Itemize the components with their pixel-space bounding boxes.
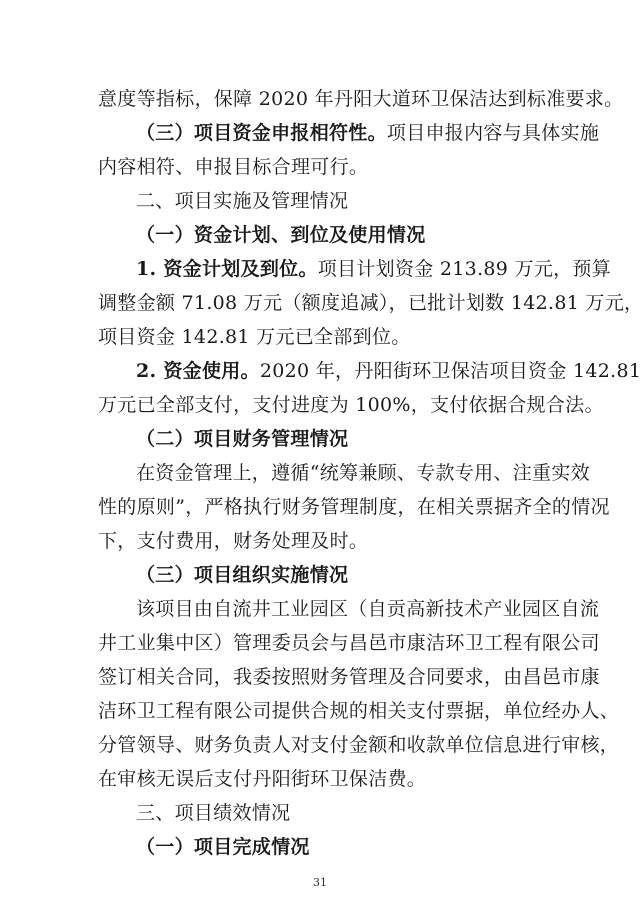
subsection-heading-line xyxy=(136,830,558,864)
paragraph-line xyxy=(136,252,612,286)
text-run: 项目申报内容与具体实施 xyxy=(386,122,600,144)
text-run: 三、项目绩效情况 xyxy=(136,802,291,824)
text-run: 该项目由自流井工业园区（自贡高新技术产业园区自流 xyxy=(136,598,600,620)
text-run: 意度等指标，保障 2020 年丹阳大道环卫保洁达到标准要求。 xyxy=(98,88,624,110)
paragraph-line xyxy=(98,286,643,320)
text-run-bold: （一）项目完成情况 xyxy=(136,836,310,858)
text-run-bold: 2. 资金使用。 xyxy=(136,360,260,382)
text-run-bold: （二）项目财务管理情况 xyxy=(136,428,349,450)
paragraph-line xyxy=(98,82,624,116)
text-run: 在审核无误后支付丹阳街环卫保洁费。 xyxy=(98,768,427,790)
paragraph-line xyxy=(98,660,600,694)
section-heading-line xyxy=(136,796,558,830)
page-number: 31 xyxy=(313,876,327,889)
paragraph-line xyxy=(136,456,590,490)
text-run: 井工业集中区）管理委员会与昌邑市康洁环卫工程有限公司 xyxy=(98,632,600,654)
paragraph-line xyxy=(98,524,558,558)
text-run: 在资金管理上，遵循“统筹兼顾、专款专用、注重实效 xyxy=(136,462,590,484)
paragraph-line xyxy=(98,490,610,524)
paragraph-line xyxy=(98,626,600,660)
text-run: 万元已全部支付，支付进度为 100%，支付依据合规合法。 xyxy=(98,394,604,416)
paragraph-line xyxy=(98,388,604,422)
text-run: 项目计划资金 213.89 万元，预算 xyxy=(317,258,612,280)
subsection-heading-line xyxy=(136,422,558,456)
paragraph-line xyxy=(98,320,558,354)
text-run-bold: （一）资金计划、到位及使用情况 xyxy=(136,224,426,246)
text-run-bold: （三）项目资金申报相符性。 xyxy=(136,122,387,144)
section-heading-line xyxy=(136,116,600,150)
text-run: 内容相符、申报目标合理可行。 xyxy=(98,156,369,178)
text-run: 性的原则”，严格执行财务管理制度，在相关票据齐全的情况 xyxy=(98,496,610,518)
text-run: 二、项目实施及管理情况 xyxy=(136,190,349,212)
text-run: 签订相关合同，我委按照财务管理及合同要求，由昌邑市康 xyxy=(98,666,600,688)
paragraph-line xyxy=(136,592,600,626)
text-run: 项目资金 142.81 万元已全部到位。 xyxy=(98,326,411,348)
paragraph-line xyxy=(98,762,558,796)
text-run-bold: 1. 资金计划及到位。 xyxy=(136,258,318,280)
text-run: 下，支付费用，财务处理及时。 xyxy=(98,530,369,552)
section-heading-line xyxy=(136,184,558,218)
text-run: 2020 年，丹阳街环卫保洁项目资金 142.81 xyxy=(259,360,642,382)
paragraph-line xyxy=(98,150,558,184)
paragraph-line xyxy=(136,354,642,388)
text-run-bold: （三）项目组织实施情况 xyxy=(136,564,349,586)
subsection-heading-line xyxy=(136,218,558,252)
paragraph-line xyxy=(98,728,620,762)
text-run: 分管领导、财务负责人对支付金额和收款单位信息进行审核， xyxy=(98,734,620,756)
text-run: 洁环卫工程有限公司提供合规的相关支付票据，单位经办人、 xyxy=(98,700,620,722)
paragraph-line xyxy=(98,694,620,728)
text-run: 调整金额 71.08 万元（额度追减），已批计划数 142.81 万元， xyxy=(98,292,643,314)
subsection-heading-line xyxy=(136,558,558,592)
